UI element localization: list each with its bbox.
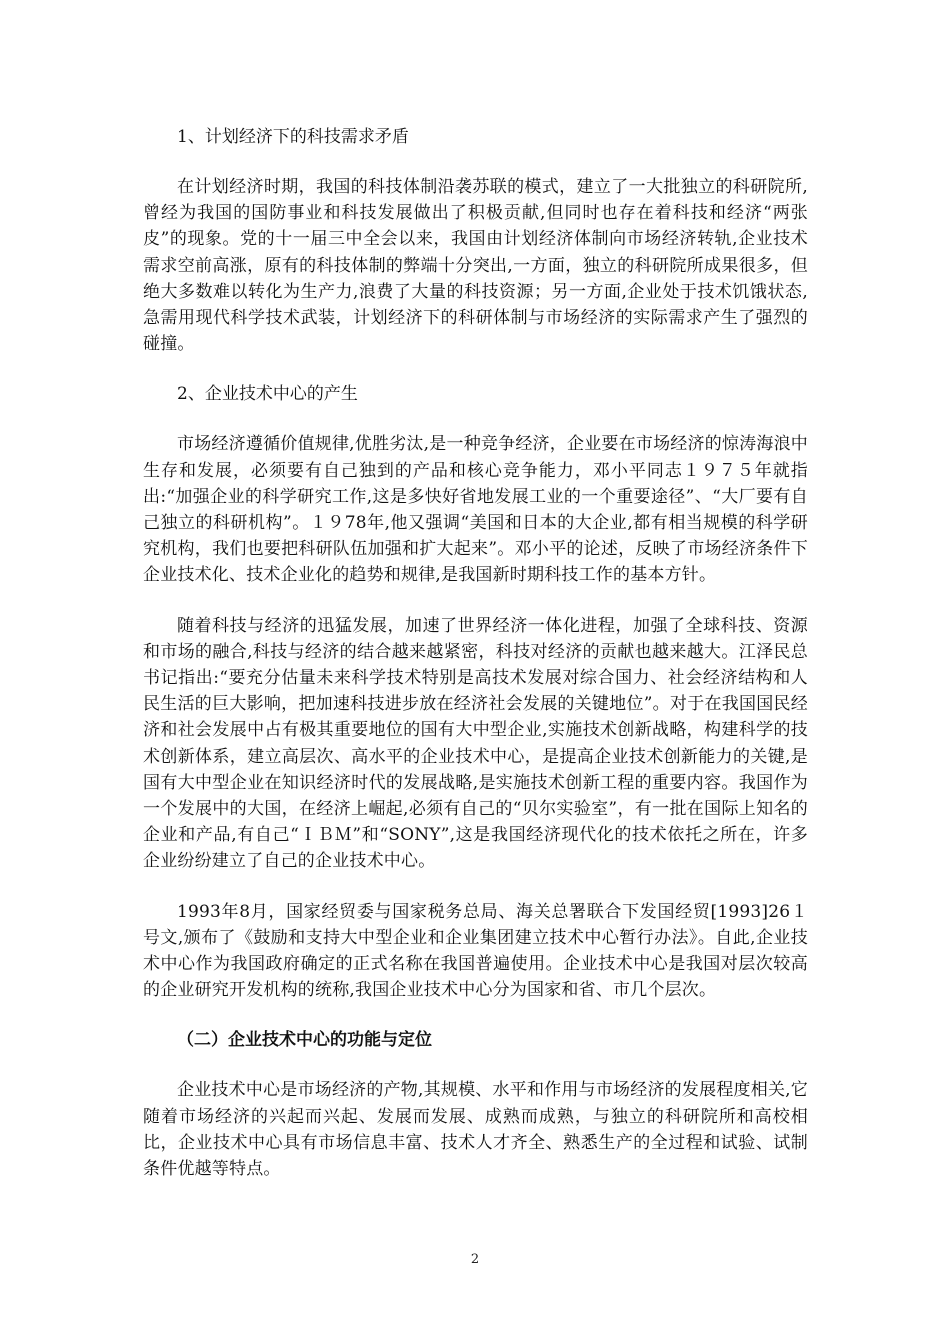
paragraph-1: 在计划经济时期，我国的科技体制沿袭苏联的模式，建立了一大批独立的科研院所,曾经为我国的国防事业和科技发展做出了积极贡献,但同时也存在着科技和经济“两张皮”的现象。党的十一届三中全会以来，我国由计划经济体制向市场经济转轨,企业技术需求空前高涨，原有的科技体制的弊端十分突出,一方面，独立的科研院所成果很多，但绝大多数难以转化为生产力,浪费了大量的科技资源；另一方面,企业处于技术饥饿状态,急需用现代科学技术武装，计划经济下的科研体制与市场经济的实际需求产生了强烈的碰撞。 <box>143 177 808 355</box>
section-heading-1: 1、计划经济下的科技需求矛盾 <box>177 127 409 147</box>
paragraph-4: 1993年8月，国家经贸委与国家税务总局、海关总署联合下发国经贸[1993]26１号文,颁布了《鼓励和支持大中型企业和企业集团建立技术中心暂行办法》。自此,企业技术中心作为我国政府确定的正式名称在我国普遍使用。企业技术中心是我国对层次较高的企业研究开发机构的统称,我国企业技术中心分为国家和省、市几个层次。 <box>143 901 808 1001</box>
section-heading-2: 2、企业技术中心的产生 <box>177 384 358 405</box>
paragraph-3: 随着科技与经济的迅猛发展，加速了世界经济一体化进程，加强了全球科技、资源和市场的融合,科技与经济的结合越来越紧密，科技对经济的贡献也越来越大。江泽民总书记指出:“要充分估量未来科学技术特别是高技术发展对综合国力、社会经济结构和人民生活的巨大影响，把加速科技进步放在经济社会发展的关键地位”。对于在我国国民经济和社会发展中占有极其重要地位的国有大中型企业,实施技术创新战略，构建科学的技术创新体系，建立高层次、高水平的企业技术中心，是提高企业技术创新能力的关键,是国有大中型企业在知识经济时代的发展战略,是实施技术创新工程的重要内容。我国作为一个发展中的大国，在经济上崛起,必须有自己的“贝尔实验室”，有一批在国际上知名的企业和产品,有自己“ＩＢＭ”和“SONY”,这是我国经济现代化的技术依托之所在，许多企业纷纷建立了自己的企业技术中心。 <box>143 615 808 872</box>
paragraph-2: 市场经济遵循价值规律,优胜劣汰,是一种竞争经济，企业要在市场经济的惊涛海浪中生存和发展，必须要有自己独到的产品和核心竞争能力，邓小平同志１９７５年就指出:“加强企业的科学研究工作,这是多快好省地发展工业的一个重要途径”、“大厂要有自己独立的科研机构”。１９78年,他又强调“美国和日本的大企业,都有相当规模的科学研究机构，我们也要把科研队伍加强和扩大起来”。邓小平的论述，反映了市场经济条件下企业技术化、技术企业化的趋势和规律,是我国新时期科技工作的基本方针。 <box>143 434 808 586</box>
paragraph-5: 企业技术中心是市场经济的产物,其规模、水平和作用与市场经济的发展程度相关,它随着市场经济的兴起而兴起、发展而发展、成熟而成熟，与独立的科研院所和高校相比，企业技术中心具有市场信息丰富、技术人才齐全、熟悉生产的全过程和试验、试制条件优越等特点。 <box>143 1080 808 1180</box>
page-number: 2 <box>470 1252 480 1267</box>
document-body <box>143 124 808 1206</box>
subsection-heading: （二）企业技术中心的功能与定位 <box>177 1030 432 1051</box>
